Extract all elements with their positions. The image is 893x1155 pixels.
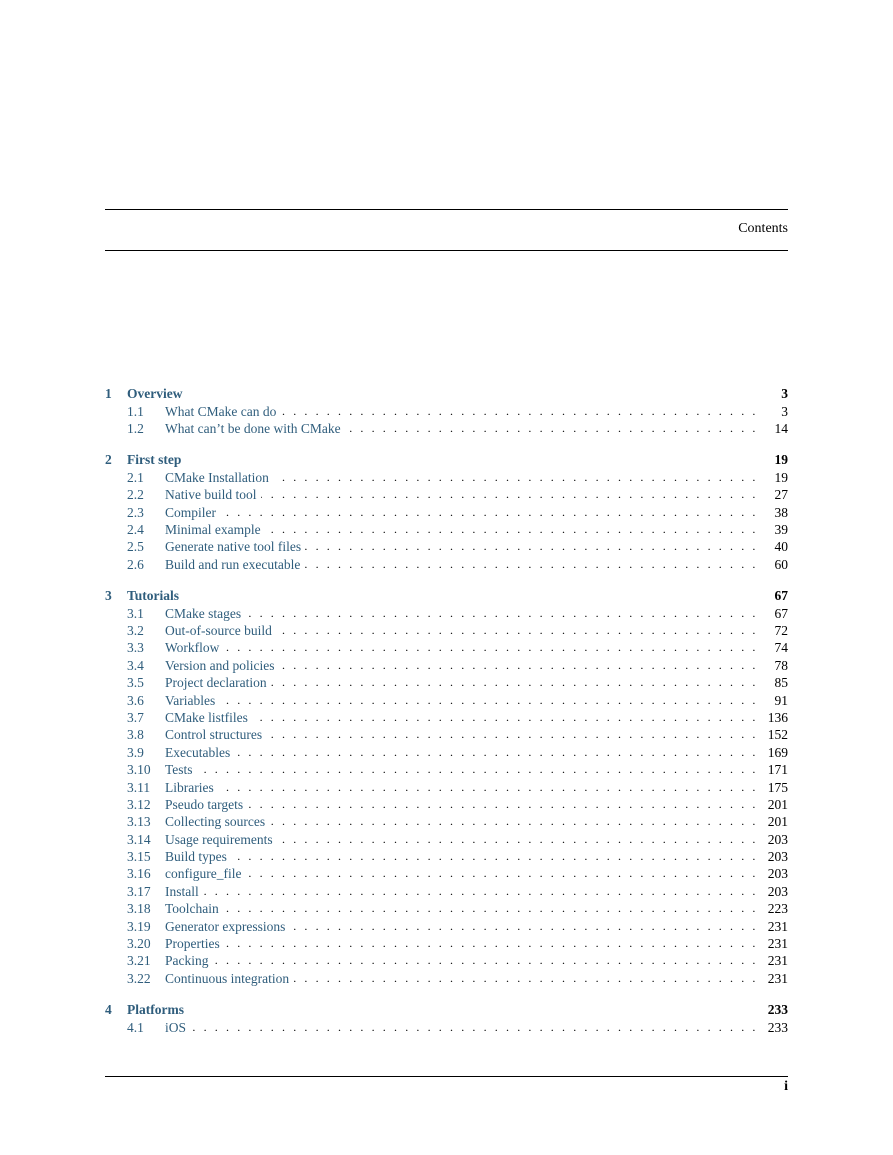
section-title: Generate native tool files [165, 539, 302, 555]
section-title: Install [165, 883, 199, 899]
section-number: 2.4 [127, 521, 144, 537]
chapter-page: 19 [774, 452, 788, 468]
section-number: 2.2 [127, 487, 144, 503]
section-number: 3.9 [127, 744, 144, 760]
section-title: Executables [165, 744, 231, 760]
section-title: Version and policies [165, 657, 275, 673]
dot-leader [220, 504, 758, 521]
dot-leader [280, 403, 758, 420]
dot-leader [231, 848, 758, 865]
section-page: 136 [767, 709, 788, 725]
footer-rule [105, 1076, 788, 1077]
toc-section-link[interactable] [105, 779, 788, 796]
section-page: 201 [767, 796, 788, 812]
dot-leader [269, 813, 758, 830]
toc-section-link[interactable] [105, 935, 788, 952]
section-title: Usage requirements [165, 831, 273, 847]
section-number: 3.8 [127, 727, 144, 743]
toc-chapter [105, 1001, 788, 1036]
section-number: 3.1 [127, 605, 144, 621]
dot-leader [305, 538, 758, 555]
section-page: 231 [767, 918, 788, 934]
section-title: Native build tool [165, 487, 257, 503]
toc-chapter-link[interactable] [105, 385, 788, 403]
section-number: 3.14 [127, 831, 151, 847]
section-title: CMake stages [165, 605, 242, 621]
section-title: Generator expressions [165, 918, 286, 934]
chapter-title: First step [127, 452, 182, 468]
section-title: Build types [165, 849, 227, 865]
toc-chapter [105, 451, 788, 573]
toc-section-link[interactable] [105, 486, 788, 503]
toc-section-link[interactable] [105, 521, 788, 538]
section-title: Compiler [165, 504, 216, 520]
toc-section-link[interactable] [105, 538, 788, 555]
toc-section-link[interactable] [105, 761, 788, 778]
toc-section-link[interactable] [105, 504, 788, 521]
section-page: 72 [774, 623, 788, 639]
toc-section-link[interactable] [105, 900, 788, 917]
section-title: Pseudo targets [165, 796, 244, 812]
section-page: 231 [767, 970, 788, 986]
dot-leader [273, 469, 758, 486]
section-number: 3.10 [127, 762, 151, 778]
section-page: 223 [767, 901, 788, 917]
section-page: 175 [767, 779, 788, 795]
section-page: 231 [767, 936, 788, 952]
toc-section-link[interactable] [105, 952, 788, 969]
section-page: 27 [774, 487, 788, 503]
chapter-title: Tutorials [127, 588, 180, 604]
page-number: i [784, 1079, 788, 1094]
dot-leader [218, 779, 758, 796]
section-page: 78 [774, 657, 788, 673]
section-title: configure_file [165, 866, 242, 882]
section-title: Workflow [165, 640, 220, 656]
section-page: 203 [767, 849, 788, 865]
chapter-page: 67 [774, 588, 788, 604]
toc-section-link[interactable] [105, 420, 788, 437]
chapter-number: 2 [105, 452, 112, 468]
running-header-title: Contents [738, 221, 788, 236]
section-number: 3.11 [127, 779, 151, 795]
section-page: 91 [774, 692, 788, 708]
section-number: 3.16 [127, 866, 151, 882]
header-rule-top [105, 209, 788, 210]
dot-leader [245, 605, 758, 622]
chapter-title: Platforms [127, 1002, 184, 1018]
toc-section-link[interactable] [105, 403, 788, 420]
section-page: 231 [767, 953, 788, 969]
toc-section-link[interactable] [105, 848, 788, 865]
section-number: 3.19 [127, 918, 151, 934]
toc-section-link[interactable] [105, 831, 788, 848]
dot-leader [247, 796, 758, 813]
section-number: 2.3 [127, 504, 144, 520]
toc-section-link[interactable] [105, 692, 788, 709]
section-page: 3 [781, 403, 788, 419]
toc-section-link[interactable] [105, 726, 788, 743]
toc-section-link[interactable] [105, 796, 788, 813]
section-page: 171 [767, 762, 788, 778]
section-number: 3.7 [127, 709, 144, 725]
dot-leader [213, 952, 759, 969]
toc-chapter-link[interactable] [105, 587, 788, 605]
section-number: 3.17 [127, 883, 151, 899]
section-page: 14 [774, 420, 788, 436]
section-page: 203 [767, 866, 788, 882]
chapter-number: 4 [105, 1002, 112, 1018]
section-page: 203 [767, 831, 788, 847]
section-number: 2.5 [127, 539, 144, 555]
section-title: Build and run executable [165, 556, 301, 572]
dot-leader [261, 486, 759, 503]
section-page: 203 [767, 883, 788, 899]
dot-leader [271, 674, 758, 691]
section-page: 152 [767, 727, 788, 743]
section-number: 3.2 [127, 623, 144, 639]
dot-leader [266, 726, 758, 743]
section-page: 67 [774, 605, 788, 621]
chapter-number: 1 [105, 386, 112, 401]
toc-section-link[interactable] [105, 918, 788, 935]
dot-leader [252, 709, 758, 726]
dot-leader [190, 1019, 758, 1036]
section-title: Properties [165, 936, 220, 952]
chapter-number: 3 [105, 588, 112, 604]
section-title: Variables [165, 692, 216, 708]
table-of-contents [105, 385, 788, 1050]
dot-leader [276, 622, 758, 639]
section-number: 3.4 [127, 657, 144, 673]
section-number: 3.12 [127, 796, 151, 812]
section-number: 3.6 [127, 692, 144, 708]
toc-chapter-link[interactable] [105, 451, 788, 469]
toc-section-link[interactable] [105, 744, 788, 761]
toc-section-link[interactable] [105, 865, 788, 882]
toc-chapter [105, 587, 788, 987]
section-title: Packing [165, 953, 209, 969]
section-title: Tests [165, 762, 193, 778]
dot-leader [197, 761, 758, 778]
toc-section-link[interactable] [105, 970, 788, 987]
chapter-page: 233 [767, 1002, 788, 1018]
section-title: Collecting sources [165, 814, 266, 830]
section-title: CMake listfiles [165, 709, 248, 725]
section-page: 169 [767, 744, 788, 760]
toc-section-link[interactable] [105, 709, 788, 726]
section-title: Continuous integration [165, 970, 290, 986]
section-number: 1.1 [127, 403, 144, 419]
section-number: 3.18 [127, 901, 151, 917]
dot-leader [224, 935, 758, 952]
toc-chapter [105, 385, 788, 437]
section-title: Control structures [165, 727, 263, 743]
section-number: 2.6 [127, 556, 144, 572]
section-page: 19 [774, 469, 788, 485]
section-page: 233 [767, 1019, 788, 1035]
section-page: 40 [774, 539, 788, 555]
section-number: 3.20 [127, 936, 151, 952]
dot-leader [289, 918, 758, 935]
section-page: 60 [774, 556, 788, 572]
chapter-page: 3 [781, 386, 788, 401]
section-page: 74 [774, 640, 788, 656]
toc-section-link[interactable] [105, 883, 788, 900]
section-number: 3.22 [127, 970, 151, 986]
dot-leader [345, 420, 758, 437]
section-title: CMake Installation [165, 469, 269, 485]
section-number: 4.1 [127, 1019, 144, 1035]
toc-section-link[interactable] [105, 657, 788, 674]
toc-section-link[interactable] [105, 469, 788, 486]
section-title: What CMake can do [165, 403, 277, 419]
dot-leader [223, 639, 758, 656]
toc-section-link[interactable] [105, 674, 788, 691]
dot-leader [223, 900, 758, 917]
dot-leader [203, 883, 758, 900]
section-number: 3.3 [127, 640, 144, 656]
section-number: 3.5 [127, 675, 144, 691]
section-number: 3.13 [127, 814, 151, 830]
section-page: 201 [767, 814, 788, 830]
toc-chapter-link[interactable] [105, 1001, 788, 1019]
section-title: Libraries [165, 779, 214, 795]
dot-leader [304, 556, 758, 573]
section-title: Minimal example [165, 521, 261, 537]
section-page: 85 [774, 675, 788, 691]
dot-leader [245, 865, 758, 882]
dot-leader [277, 831, 758, 848]
section-number: 3.15 [127, 849, 151, 865]
toc-section-link[interactable] [105, 639, 788, 656]
section-title: iOS [165, 1019, 187, 1035]
dot-leader [219, 692, 758, 709]
dot-leader [278, 657, 758, 674]
section-title: Out-of-source build [165, 623, 272, 639]
toc-section-link[interactable] [105, 813, 788, 830]
section-title: What can’t be done with CMake [165, 420, 341, 436]
header-rule-bottom [105, 250, 788, 251]
section-number: 1.2 [127, 420, 144, 436]
section-page: 38 [774, 504, 788, 520]
toc-section-link[interactable] [105, 556, 788, 573]
toc-section-link[interactable] [105, 605, 788, 622]
section-title: Project declaration [165, 675, 267, 691]
dot-leader [265, 521, 758, 538]
section-number: 3.21 [127, 953, 151, 969]
chapter-title: Overview [127, 386, 183, 401]
toc-section-link[interactable] [105, 1019, 788, 1036]
toc-section-link[interactable] [105, 622, 788, 639]
section-number: 2.1 [127, 469, 144, 485]
section-title: Toolchain [165, 901, 219, 917]
dot-leader [293, 970, 758, 987]
section-page: 39 [774, 521, 788, 537]
dot-leader [234, 744, 758, 761]
